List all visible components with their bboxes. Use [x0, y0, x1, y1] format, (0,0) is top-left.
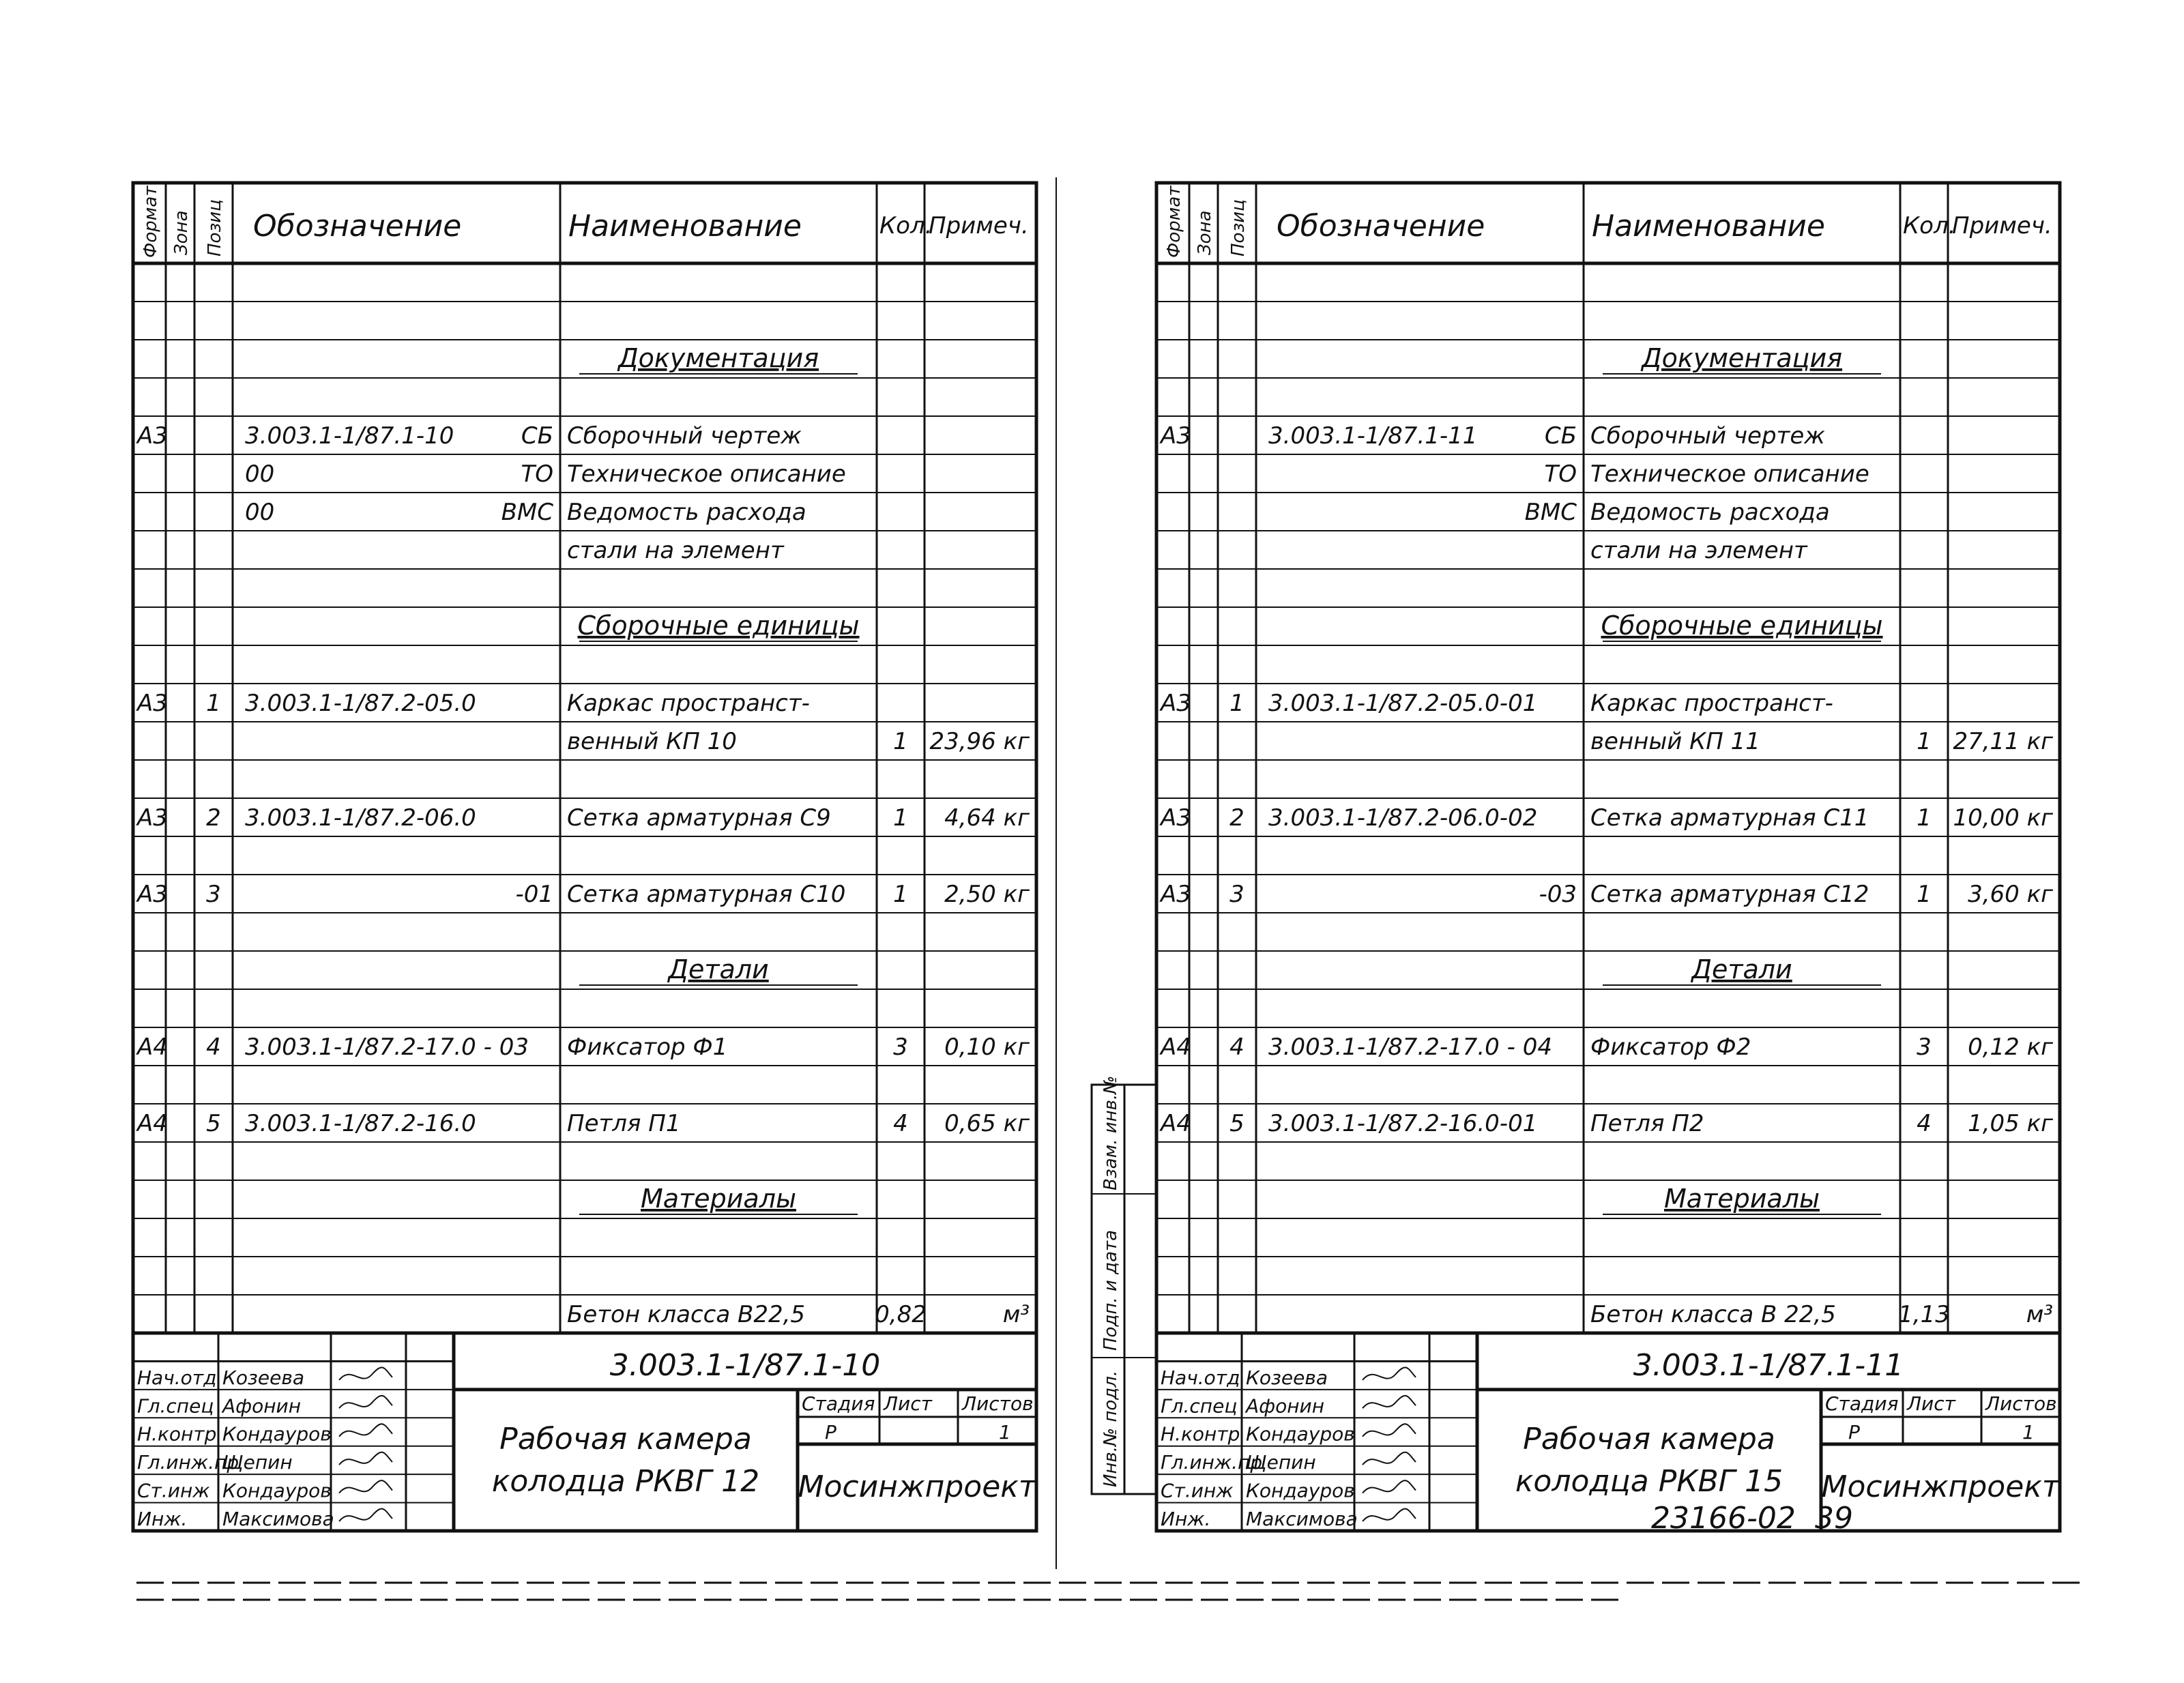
signer-name: Кондауров: [222, 1422, 332, 1446]
cell-quantity: 3: [1917, 1034, 1932, 1061]
cell-position: 1: [1229, 690, 1244, 717]
cell-doc-code: ВМС: [1524, 499, 1577, 526]
cell-quantity: 1: [893, 804, 908, 832]
stamp-sign-date: Подп. и дата: [1101, 1229, 1121, 1351]
signature-mark: [1363, 1396, 1416, 1408]
signature-mark: [339, 1480, 392, 1493]
title-block: [1156, 1333, 2061, 1531]
work-title-line1: Рабочая камера: [1523, 1422, 1775, 1457]
spec-sheet-2: [1156, 183, 2061, 1531]
cell-note: 0,65 кг: [944, 1110, 1030, 1137]
cell-format: А3: [137, 422, 168, 450]
spec-row: [1525, 499, 1830, 526]
sheet-label: Лист: [1907, 1392, 1955, 1415]
section-title: Материалы: [641, 1184, 796, 1214]
signer-role: Ст.инж: [137, 1479, 210, 1502]
work-title-line2: колодца РКВГ 12: [491, 1464, 760, 1499]
stamp-inv-orig: Инв.№ подл.: [1101, 1370, 1121, 1487]
cell-note: 4,64 кг: [944, 804, 1030, 832]
header-designation: Обозначение: [1277, 209, 1485, 244]
cell-designation: 3.003.1-1/87.1-10: [245, 422, 454, 450]
spec-row: [1544, 460, 1869, 488]
cell-note: 23,96 кг: [929, 728, 1030, 755]
cell-quantity: 1: [893, 881, 908, 908]
section-title: Материалы: [1664, 1184, 1820, 1214]
signature-mark: [339, 1367, 392, 1379]
spec-header: [1164, 186, 2052, 258]
organization: Мосинжпроект: [798, 1469, 1036, 1504]
cell-name: Фиксатор Ф1: [567, 1034, 728, 1061]
cell-designation: 3.003.1-1/87.2-05.0: [245, 690, 476, 717]
page-number: 39: [1815, 1501, 1853, 1536]
cell-name: Сборочный чертеж: [1590, 422, 1825, 450]
spec-row: [245, 460, 846, 488]
cell-doc-code: ВМС: [501, 499, 553, 526]
signer-role: Инж.: [1161, 1508, 1211, 1530]
cell-format: А3: [1161, 881, 1191, 908]
cell-name: Фиксатор Ф2: [1590, 1034, 1751, 1061]
sheets-label: Листов: [1985, 1392, 2057, 1415]
section-title: Документация: [617, 343, 819, 373]
spec-section-row: [1603, 954, 1881, 985]
title-block: [133, 1333, 1037, 1531]
signer-role: Нач.отд: [1161, 1366, 1240, 1389]
sheets-label: Листов: [962, 1392, 1034, 1415]
cell-doc-code: СБ: [1544, 422, 1577, 450]
cell-position: 1: [206, 690, 221, 717]
cell-designation: 3.003.1-1/87.2-16.0-01: [1268, 1110, 1538, 1137]
signer-name: Максимова: [222, 1508, 334, 1530]
section-title: Документация: [1641, 343, 1843, 373]
header-name: Наименование: [568, 209, 802, 244]
signature-row: [1161, 1480, 1416, 1502]
cell-format: А4: [1161, 1110, 1191, 1137]
spec-row: [1159, 804, 2054, 832]
section-title: Сборочные единицы: [1601, 611, 1883, 641]
cell-doc-code: СБ: [521, 422, 553, 450]
signer-name: Козеева: [222, 1366, 305, 1389]
signature-row: [1161, 1451, 1416, 1474]
cell-position: 4: [1229, 1034, 1244, 1061]
spec-row: [136, 1110, 1030, 1137]
header-qty: Кол.: [879, 212, 933, 239]
signature-row: [1161, 1394, 1416, 1417]
signature-row: [137, 1366, 392, 1389]
cell-quantity: 1: [1917, 881, 1932, 908]
cell-position: 3: [1229, 881, 1244, 908]
cell-quantity: 4: [893, 1110, 908, 1137]
spec-row: [1159, 422, 1825, 450]
cell-note: 0,12 кг: [1968, 1034, 2053, 1061]
cell-position: 3: [206, 881, 221, 908]
cell-name: венный КП 11: [1590, 728, 1760, 755]
cell-designation: 3.003.1-1/87.2-17.0 - 03: [245, 1034, 529, 1061]
cell-quantity: 1: [1917, 728, 1932, 755]
header-format: Формат: [1164, 186, 1184, 258]
cell-format: А3: [1161, 690, 1191, 717]
cell-designation: 3.003.1-1/87.1-11: [1268, 422, 1478, 450]
spec-section-row: [579, 343, 858, 374]
project-number: 23166-02: [1651, 1501, 1796, 1536]
spec-row: [1159, 1034, 2054, 1061]
signature-row: [1161, 1366, 1416, 1389]
cell-name: Бетон класса В22,5: [567, 1301, 806, 1328]
cell-position: 2: [206, 804, 221, 832]
cell-position: 2: [1229, 804, 1244, 832]
cell-position: 4: [206, 1034, 221, 1061]
cell-name: стали на элемент: [1590, 537, 1807, 564]
cell-quantity: 1: [1917, 804, 1932, 832]
cell-name: Сетка арматурная С12: [1590, 881, 1869, 908]
header-note: Примеч.: [1952, 212, 2052, 239]
spec-row: [136, 690, 810, 717]
spec-section-row: [1603, 343, 1881, 374]
signature-row: [1161, 1423, 1416, 1446]
header-pos: Позиц: [1228, 199, 1249, 257]
cell-name: венный КП 10: [567, 728, 737, 755]
signature-mark: [1363, 1452, 1416, 1465]
signer-role: Гл.инж.пр: [137, 1451, 239, 1474]
work-title-line1: Рабочая камера: [499, 1422, 752, 1457]
signer-role: Нач.отд: [137, 1366, 217, 1389]
stamp-inv-repl: Взам. инв.№: [1101, 1075, 1121, 1190]
spec-section-row: [577, 611, 859, 641]
signature-row: [137, 1508, 392, 1530]
cell-name: Сетка арматурная С10: [567, 881, 846, 908]
signer-name: Козеева: [1246, 1366, 1328, 1389]
organization: Мосинжпроект: [1821, 1469, 2060, 1504]
cell-name: Сборочный чертеж: [567, 422, 802, 450]
spec-section-row: [1601, 611, 1882, 641]
spec-row: [136, 1034, 1030, 1061]
cell-format: А3: [137, 881, 168, 908]
signature-row: [137, 1451, 392, 1474]
cell-designation: 3.003.1-1/87.2-05.0-01: [1268, 690, 1538, 717]
cell-format: А3: [137, 804, 168, 832]
cell-quantity: 4: [1917, 1110, 1932, 1137]
cell-note: 10,00 кг: [1953, 804, 2053, 832]
signer-name: Кондауров: [1246, 1479, 1355, 1502]
doc-number: 3.003.1-1/87.1-10: [609, 1348, 881, 1383]
signature-row: [1161, 1508, 1416, 1530]
cell-format: А3: [137, 690, 168, 717]
cell-name: Каркас пространст-: [1590, 690, 1833, 717]
spec-row: [1159, 881, 2054, 908]
cell-quantity: 0,82: [875, 1301, 927, 1328]
spec-header: [141, 186, 1029, 258]
cell-designation: 3.003.1-1/87.2-06.0-02: [1268, 804, 1538, 832]
signature-mark: [1363, 1509, 1416, 1521]
signature-mark: [339, 1509, 392, 1521]
spec-row: [1590, 728, 2054, 755]
cell-name: Петля П2: [1590, 1110, 1704, 1137]
signer-name: Афонин: [1246, 1394, 1325, 1418]
header-format: Формат: [141, 186, 161, 258]
signature-mark: [1363, 1424, 1416, 1436]
cell-note: м³: [1002, 1301, 1030, 1328]
signer-name: Кондауров: [1246, 1422, 1355, 1446]
spec-sheet-1: [133, 183, 1037, 1531]
signer-role: Инж.: [137, 1508, 188, 1530]
spec-row: [245, 499, 806, 526]
side-stamp: [1092, 1076, 1157, 1494]
signer-name: Кондауров: [222, 1479, 332, 1502]
header-note: Примеч.: [929, 212, 1029, 239]
section-title: Детали: [668, 954, 769, 984]
cell-designation: 00: [245, 499, 275, 526]
header-qty: Кол.: [1903, 212, 1956, 239]
cell-name: Сетка арматурная С11: [1590, 804, 1869, 832]
cell-format: А3: [1161, 804, 1191, 832]
spec-row: [136, 422, 802, 450]
spec-row: [567, 537, 785, 564]
signature-row: [137, 1423, 392, 1446]
spec-row: [1159, 690, 1833, 717]
stage-label: Стадия: [802, 1392, 875, 1415]
signer-role: Гл.спец: [1161, 1394, 1238, 1418]
signature-mark: [339, 1452, 392, 1465]
signer-role: Гл.спец: [137, 1394, 214, 1418]
cell-name: стали на элемент: [567, 537, 784, 564]
signature-mark: [1363, 1480, 1416, 1493]
header-designation: Обозначение: [253, 209, 462, 244]
cell-name: Техническое описание: [1590, 460, 1869, 488]
section-title: Сборочные единицы: [577, 611, 860, 641]
cell-quantity: 1: [893, 728, 908, 755]
cell-position: 5: [206, 1110, 221, 1137]
header-pos: Позиц: [205, 199, 225, 257]
cell-quantity: 3: [893, 1034, 908, 1061]
doc-number: 3.003.1-1/87.1-11: [1633, 1348, 1904, 1383]
spec-row: [567, 728, 1030, 755]
sheets-value: 1: [2022, 1420, 2035, 1444]
cell-doc-code: ТО: [1544, 460, 1577, 488]
signer-name: Афонин: [222, 1394, 302, 1418]
signature-mark: [339, 1424, 392, 1436]
stage-value: Р: [825, 1420, 836, 1444]
stage-label: Стадия: [1825, 1392, 1899, 1415]
signer-role: Н.контр: [137, 1422, 217, 1446]
cell-name: Каркас пространст-: [567, 690, 810, 717]
spec-row: [136, 881, 1030, 908]
signer-role: Гл.инж.пр: [1161, 1451, 1263, 1474]
cell-doc-code: -01: [515, 881, 553, 908]
signer-role: Н.контр: [1161, 1422, 1240, 1446]
cell-name: Техническое описание: [567, 460, 846, 488]
cell-note: 3,60 кг: [1968, 881, 2053, 908]
cell-name: Ведомость расхода: [567, 499, 806, 526]
spec-section-row: [579, 1184, 858, 1214]
cell-quantity: 1,13: [1898, 1301, 1950, 1328]
signature-row: [137, 1480, 392, 1502]
spec-row: [1159, 1110, 2054, 1137]
spec-row: [136, 804, 1030, 832]
signature-mark: [339, 1396, 392, 1408]
cell-note: м³: [2026, 1301, 2053, 1328]
cell-format: А4: [1161, 1034, 1191, 1061]
cell-note: 1,05 кг: [1968, 1110, 2053, 1137]
cell-name: Ведомость расхода: [1590, 499, 1830, 526]
signer-role: Ст.инж: [1161, 1479, 1234, 1502]
cell-format: А4: [137, 1034, 168, 1061]
spec-row: [1590, 537, 1808, 564]
cell-name: Петля П1: [567, 1110, 681, 1137]
header-zone: Зона: [1195, 210, 1215, 255]
signer-name: Щепин: [1246, 1451, 1316, 1474]
spec-section-row: [1603, 1184, 1881, 1214]
header-name: Наименование: [1592, 209, 1825, 244]
cell-name: Сетка арматурная С9: [567, 804, 831, 832]
cell-format: А3: [1161, 422, 1191, 450]
cell-designation: 3.003.1-1/87.2-16.0: [245, 1110, 476, 1137]
spec-row: [1590, 1301, 2053, 1328]
signature-row: [137, 1394, 392, 1417]
stage-value: Р: [1848, 1420, 1860, 1444]
sheet-label: Лист: [884, 1392, 932, 1415]
cell-doc-code: -03: [1539, 881, 1577, 908]
cell-format: А4: [137, 1110, 168, 1137]
header-zone: Зона: [171, 210, 192, 255]
cell-designation: 3.003.1-1/87.2-17.0 - 04: [1268, 1034, 1552, 1061]
cell-doc-code: ТО: [521, 460, 553, 488]
spec-section-row: [579, 954, 858, 985]
signer-name: Щепин: [222, 1451, 293, 1474]
spec-row: [567, 1301, 1030, 1328]
sheets-value: 1: [999, 1420, 1011, 1444]
cell-designation: 3.003.1-1/87.2-06.0: [245, 804, 476, 832]
signer-name: Максимова: [1246, 1508, 1358, 1530]
cell-note: 2,50 кг: [944, 881, 1030, 908]
section-title: Детали: [1691, 954, 1792, 984]
work-title-line2: колодца РКВГ 15: [1515, 1464, 1783, 1499]
cell-position: 5: [1229, 1110, 1244, 1137]
signature-mark: [1363, 1367, 1416, 1379]
cell-note: 27,11 кг: [1953, 728, 2053, 755]
cell-note: 0,10 кг: [944, 1034, 1030, 1061]
cell-designation: 00: [245, 460, 275, 488]
cell-name: Бетон класса В 22,5: [1590, 1301, 1836, 1328]
